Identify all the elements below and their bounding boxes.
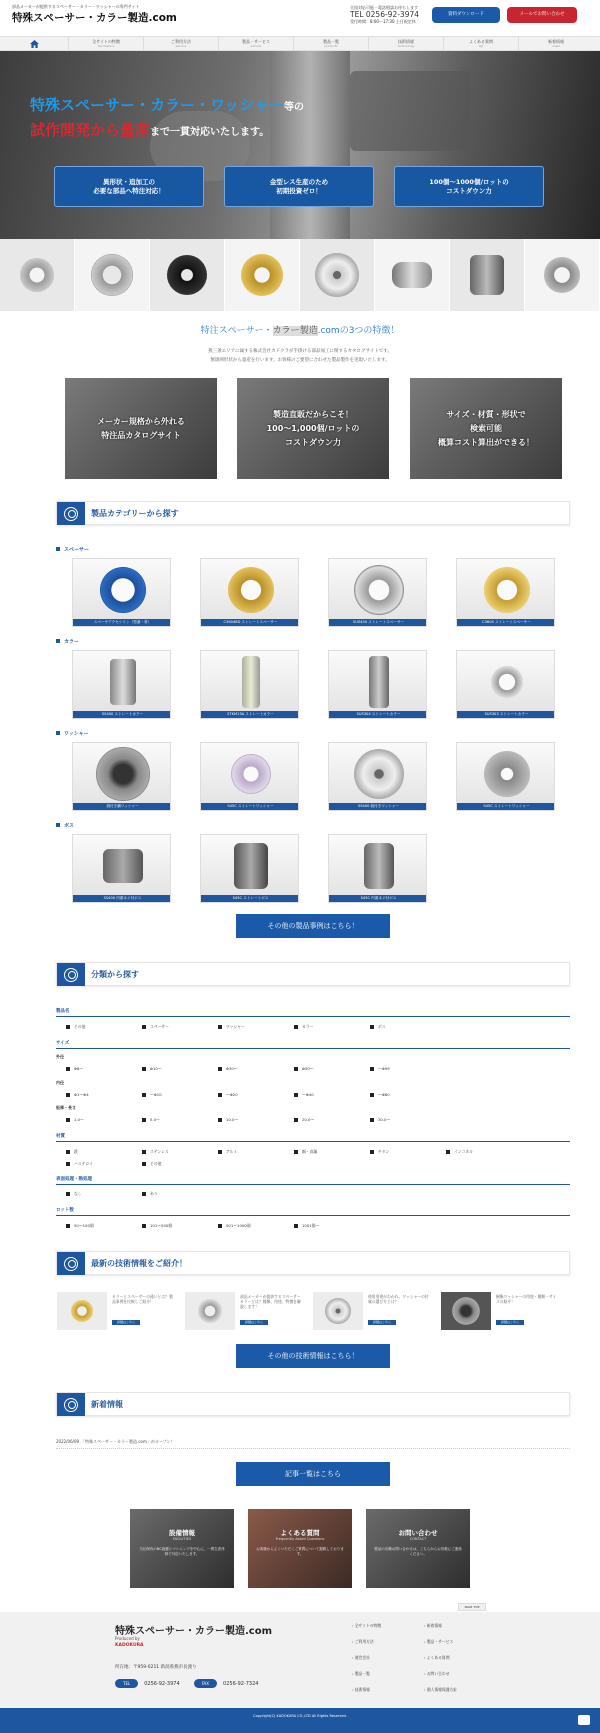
filter-option[interactable]: 101〜500個 [142, 1223, 218, 1229]
tech-detail-button[interactable]: 詳細はこちら [368, 1320, 396, 1325]
footer-links-2 [424, 1618, 457, 1698]
product-card[interactable]: SUS303 ストレートカラー [456, 650, 555, 719]
global-nav [0, 36, 600, 51]
footer-link[interactable]: › お問い合わせ [424, 1666, 457, 1682]
tech-article[interactable]: 使用用途がわかれ、ワッシャーの付属の選び方とは？ 詳細はこちら [313, 1292, 431, 1330]
footer-logo[interactable]: 特殊スペーサー・カラー製造.com [115, 1626, 273, 1637]
feature-card-catalog[interactable]: メーカー規格から外れる 特注品カタログサイト [65, 378, 217, 479]
news-heading: 新着情報 [56, 1392, 570, 1416]
tech-detail-button[interactable]: 詳細はこちら [496, 1320, 524, 1325]
filter-option[interactable]: Φ10〜 [142, 1066, 218, 1072]
news-list-button[interactable]: 記事一覧はこちら [236, 1462, 390, 1486]
product-card[interactable]: スペーサアクセシリン（型番・青） [72, 558, 171, 627]
filter-row-outer [66, 1066, 566, 1072]
tech-article[interactable]: 樹脂ワッシャーの用途・種類・サイズの紹介！ 詳細はこちら [441, 1292, 559, 1330]
category-label-spacer: スペーサー [56, 546, 89, 553]
features-intro: 燕三条エリアに属する株式会社カドクラが手掛ける部品加工に関するカタログサイトです。 無規則形状から量産を行います。お客様のご要望に合わせた製品製作を実現いたします。 [208, 349, 392, 363]
page-top-button[interactable]: PAGE TOP [458, 1603, 486, 1611]
filter-option[interactable]: 30.0〜 [370, 1117, 446, 1123]
filter-option[interactable]: その他 [142, 1161, 218, 1167]
filter-option[interactable]: 501〜1000個 [218, 1223, 294, 1229]
product-card[interactable]: C3604 ストレートスペーサー [456, 558, 555, 627]
hero-headline-1: 特殊スペーサー・カラー・ワッシャー等の [30, 96, 304, 114]
footer-address: 所在地：〒959-0211 新潟県燕市長渡り [115, 1665, 197, 1670]
filter-option[interactable]: Φ30〜 [218, 1066, 294, 1072]
filter-option[interactable]: ハステロイ [66, 1161, 142, 1167]
filter-option[interactable]: 〜Φ99 [370, 1066, 446, 1072]
nav-faq[interactable]: よくある質問 QA [443, 37, 518, 50]
footer-link[interactable]: › 全サイトの特徴 [352, 1618, 381, 1634]
hero-button-custom[interactable]: 異形状・追加工の 必要な部品へ特注対応！ [54, 166, 204, 207]
filter-option[interactable]: 〜Φ40 [294, 1092, 370, 1098]
product-card[interactable]: SS400 内面ネジ付ボス [72, 834, 171, 903]
site-logo[interactable]: 特殊スペーサー・カラー製造.com [12, 12, 177, 24]
category-heading: 製品カテゴリーから探す [56, 501, 570, 525]
filter-option[interactable]: ボス [370, 1024, 446, 1030]
footer-brand: KADOKURA [115, 1643, 144, 1648]
hero-headline-2: 試作開発から量産まで一貫対応いたします。 [30, 121, 270, 139]
footer-link[interactable]: › 新着情報 [424, 1618, 457, 1634]
product-card[interactable]: SUS304 ストレートカラー [328, 650, 427, 719]
category-label-washer: ワッシャー [56, 730, 89, 737]
nav-news[interactable]: 新着情報 news [518, 37, 593, 50]
target-icon [57, 502, 85, 525]
footer-link[interactable]: › 製品一覧 [352, 1666, 381, 1682]
footer-link[interactable]: › 個人情報保護方針 [424, 1682, 457, 1698]
feature-card-cost[interactable]: 製造直販だからこそ！ 100〜1,000個/ロットの コストダウン力 [237, 378, 389, 479]
chat-icon[interactable] [578, 1715, 590, 1725]
footer-link[interactable]: › よくある質問 [424, 1650, 457, 1666]
hero-machine-shape [350, 71, 470, 151]
product-card[interactable]: 段付き鍋ワッシャー [72, 742, 171, 811]
contact-note: 全国対応可能・電話相談お待ちします [350, 5, 418, 10]
site-footer [0, 1612, 600, 1708]
filter-option[interactable]: Φ50〜 [294, 1066, 370, 1072]
filter-option[interactable]: スペーサー [142, 1024, 218, 1030]
strip-image [225, 239, 300, 311]
contact-card[interactable]: お問い合わせ CONTACT 製品の各種お問い合わせは、こちらからお気軽にご連絡ください。 [366, 1509, 470, 1588]
filter-option[interactable]: Φ8〜 [66, 1066, 142, 1072]
hero-banner [0, 51, 600, 239]
filter-sub-outer: 外径 [56, 1054, 64, 1059]
contact-info [350, 5, 419, 24]
filter-option[interactable]: インコネル [446, 1149, 522, 1155]
product-image-strip [0, 239, 600, 311]
filter-sub-thickness: 板厚・長さ [56, 1105, 76, 1110]
filter-row-lot [66, 1223, 566, 1229]
site-header [0, 0, 600, 36]
strip-image [525, 239, 600, 311]
hero-machine-shape [270, 51, 350, 239]
feature-card-search[interactable]: サイズ・材質・形状で 検索可能 概算コスト算出ができる！ [410, 378, 562, 479]
tech-detail-button[interactable]: 詳細はこちら [112, 1320, 140, 1325]
nav-products[interactable]: 製品一覧 products [293, 37, 368, 50]
download-button[interactable]: 資料ダウンロード [432, 7, 500, 23]
strip-image [375, 239, 450, 311]
strip-image [150, 239, 225, 311]
category-label-boss: ボス [56, 822, 74, 829]
filter-row-surface [66, 1191, 566, 1197]
filter-group-material: 材質 [56, 1133, 570, 1142]
filter-option[interactable]: 銅・真鍮 [294, 1149, 370, 1155]
target-icon [57, 963, 85, 986]
footer-link[interactable]: › 製品・サービス [424, 1634, 457, 1650]
faq-card[interactable]: よくある質問 Frequently Asked Questions お客様からよくいただくご質問について掲載しております。 [248, 1509, 352, 1588]
nav-technology[interactable]: 技術情報 technology [368, 37, 443, 50]
product-card[interactable]: C3604BD ストレートスペーサー [200, 558, 299, 627]
filter-row-inner [66, 1092, 566, 1098]
category-label-collar: カラー [56, 638, 79, 645]
strip-image [300, 239, 375, 311]
filter-group-size: サイズ [56, 1040, 570, 1049]
copyright: Copyright(C) KADOKURA CO.,LTD All Rights Reserved. [0, 1708, 600, 1733]
strip-image [75, 239, 150, 311]
filter-row-material [66, 1149, 566, 1155]
filter-row-product-name [66, 1024, 566, 1030]
filter-option[interactable]: 50〜100個 [66, 1223, 142, 1229]
tech-article[interactable]: カラーとスペーサーの違いとは？製品事例を比較しご紹介！ 詳細はこちら [57, 1292, 175, 1330]
filter-option[interactable]: ステンレス [142, 1149, 218, 1155]
nav-home[interactable] [0, 37, 68, 50]
product-card[interactable]: S45C ストレートボス [200, 834, 299, 903]
filter-option[interactable]: なし [66, 1191, 142, 1197]
filter-group-surface: 表面処理・熱処理 [56, 1176, 570, 1185]
nav-usage[interactable]: ご利用方法 service [143, 37, 218, 50]
filter-option[interactable]: チタン [370, 1149, 446, 1155]
strip-image [450, 239, 525, 311]
target-icon [57, 1393, 85, 1416]
news-item[interactable]: 2022/06/09 「特殊スペーサー・カラー製造.com」がオープン！ [56, 1439, 570, 1449]
product-card[interactable]: SUS430 ストレートスペーサー [328, 558, 427, 627]
site-tagline: 部品メーカーが提供するスペーサー・カラー・ワッシャーの専門サイト [12, 4, 140, 9]
tech-article[interactable]: 部品メーカーが提供するスペーサーカラーとは？種類、用途、特徴を解説します！ 詳細はこちら [185, 1292, 303, 1330]
home-icon [30, 40, 39, 48]
filter-option[interactable]: 1.0〜 [66, 1117, 142, 1123]
filter-row-material-2 [66, 1161, 566, 1167]
filter-option[interactable]: Φ1〜Φ4 [66, 1092, 142, 1098]
product-card[interactable]: S45C 内面ネジ付ボス [328, 834, 427, 903]
filter-option[interactable]: 20.0〜 [294, 1117, 370, 1123]
product-card[interactable]: S45C ストレートワッシャー [200, 742, 299, 811]
filter-option[interactable]: 〜Φ10 [142, 1092, 218, 1098]
filter-option[interactable]: 〜Φ80 [370, 1092, 446, 1098]
strip-image [0, 239, 75, 311]
filter-sub-inner: 内径 [56, 1080, 64, 1085]
filter-option[interactable]: 鉄 [66, 1149, 142, 1155]
filter-option[interactable]: 10.0〜 [218, 1117, 294, 1123]
business-hours: 受付時間：8:00〜17:30 土日祝定休 [350, 19, 416, 24]
filter-option[interactable]: アルミ [218, 1149, 294, 1155]
tech-heading: 最新の技術情報をご紹介！ [56, 1251, 570, 1275]
hero-button-no-mold[interactable]: 金型レス生産のため 初期投資ゼロ！ [224, 166, 374, 207]
filter-option[interactable]: その他 [66, 1024, 142, 1030]
filter-heading: 分類から探す [56, 962, 570, 986]
filter-row-thickness [66, 1117, 566, 1123]
footer-link[interactable]: › 技術情報 [352, 1682, 381, 1698]
mail-contact-button[interactable]: メールでお問い合わせ [507, 7, 577, 23]
facilities-card[interactable]: 設備情報 FACILITIES 当社保有のNC旋盤とマシニングを中心に、一貫生産体制で対応いたします。 [130, 1509, 234, 1588]
footer-links-1 [352, 1618, 381, 1698]
filter-group-product-name: 製品名 [56, 1008, 570, 1017]
filter-option[interactable]: 1001個〜 [294, 1223, 370, 1229]
footer-produced-by: Produced by [115, 1636, 140, 1641]
footer-link[interactable]: › 運営会社 [352, 1650, 381, 1666]
target-icon [57, 1252, 85, 1275]
hero-button-cost[interactable]: 100個〜1000個/ロットの コストダウン力 [394, 166, 544, 207]
product-card[interactable]: SS400 段付きワッシャー [328, 742, 427, 811]
nav-feature[interactable]: 全サイトの特徴 top feature [68, 37, 143, 50]
filter-option[interactable]: カラー [294, 1024, 370, 1030]
nav-service[interactable]: 製品・サービス service [218, 37, 293, 50]
footer-link[interactable]: › ご利用方法 [352, 1634, 381, 1650]
phone-number[interactable]: TEL 0256-92-3974 [350, 10, 420, 19]
more-products-button[interactable]: その他の製品事例はこちら！ [236, 914, 390, 938]
features-title: 特注スペーサー・カラー製造.comの3つの特徴！ [200, 326, 400, 336]
product-card[interactable]: SS400 ストレートカラー [72, 650, 171, 719]
filter-group-lot: ロット数 [56, 1207, 570, 1216]
product-card[interactable]: S45C ストレートワッシャー [456, 742, 555, 811]
product-card[interactable]: STKM13A ストレートカラー [200, 650, 299, 719]
footer-phone: TEL 0256-92-3974 FAX 0256-92-7324 [115, 1679, 258, 1688]
filter-option[interactable]: 〜Φ20 [218, 1092, 294, 1098]
filter-option[interactable]: あり [142, 1191, 218, 1197]
filter-option[interactable]: 5.0〜 [142, 1117, 218, 1123]
filter-option[interactable]: ワッシャー [218, 1024, 294, 1030]
more-tech-button[interactable]: その他の技術情報はこちら！ [236, 1344, 390, 1368]
tech-detail-button[interactable]: 詳細はこちら [240, 1320, 268, 1325]
